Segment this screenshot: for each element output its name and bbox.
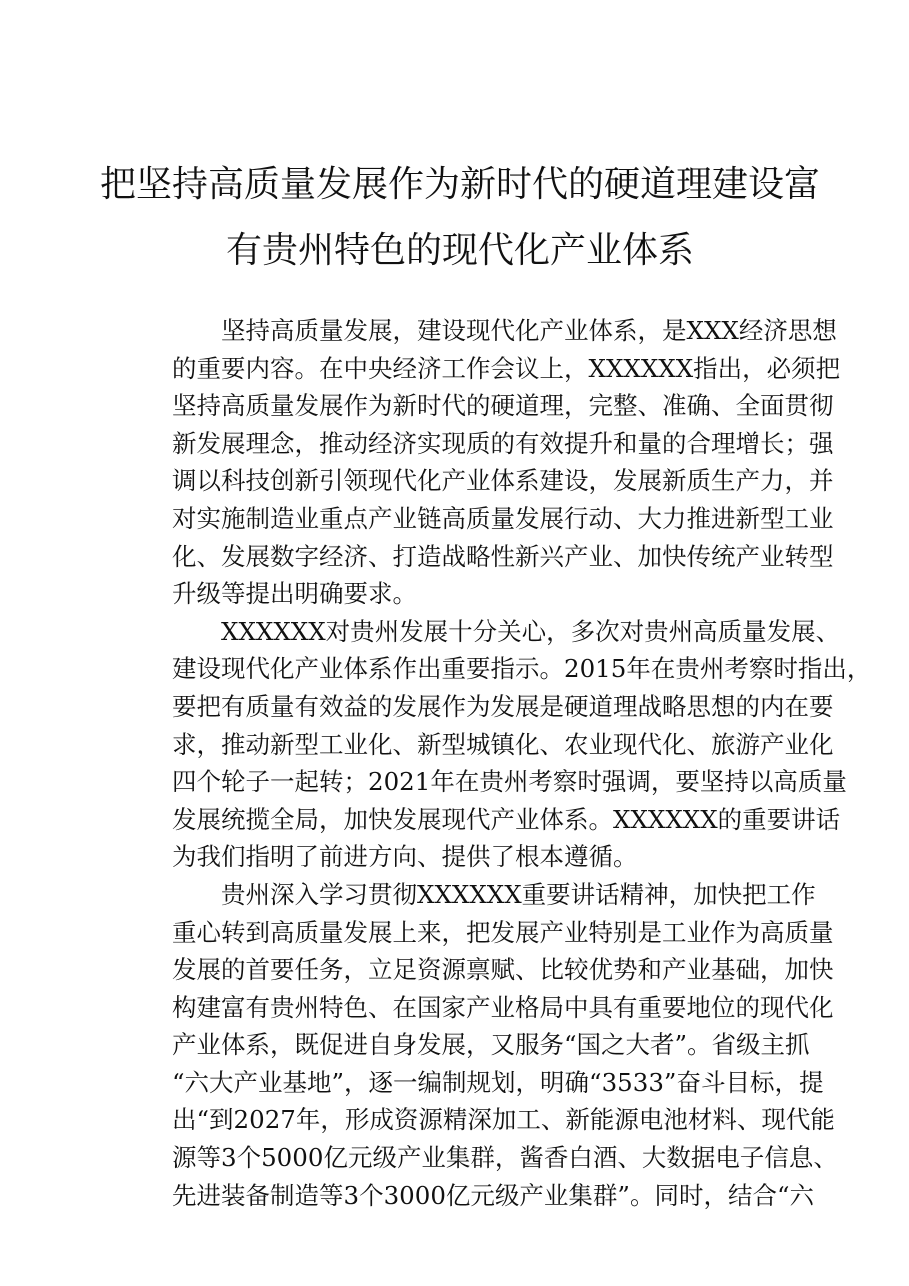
paragraph-line: 新发展理念，推动经济实现质的有效提升和量的合理增长；强 (172, 428, 834, 458)
document-body (123, 312, 872, 1214)
paragraph-line: 升级等提出明确要求。 (172, 579, 417, 609)
paragraph-line: 的重要内容。在中央经济工作会议上，XXXXXX指出，必须把 (172, 353, 841, 383)
paragraph-line: 四个轮子一起转；2021年在贵州考察时强调，要坚持以高质量 (172, 767, 847, 797)
title-line-1: 把坚持高质量发展作为新时代的硬道理建设富 (100, 164, 821, 205)
paragraph-3 (123, 876, 838, 1214)
paragraph-line: 发展的首要任务，立足资源禀赋、比较优势和产业基础，加快 (172, 955, 834, 985)
paragraph-line: 贵州深入学习贯彻XXXXXX重要讲话精神，加快把工作 (221, 879, 816, 909)
paragraph-line: 对实施制造业重点产业链高质量发展行动、大力推进新型工业 (172, 503, 834, 533)
paragraph-1 (123, 312, 841, 613)
paragraph-line: 坚持高质量发展，建设现代化产业体系，是XXX经济思想 (221, 316, 837, 345)
paragraph-line: 为我们指明了前进方向、提供了根本遵循。 (172, 842, 638, 872)
paragraph-line: 先进装备制造等3个3000亿元级产业集群”。同时，结合“六 (172, 1180, 814, 1210)
paragraph-line: 化、发展数字经济、打造战略性新兴产业、加快传统产业转型 (172, 541, 834, 571)
paragraph-line: 建设现代化产业体系作出重要指示。2015年在贵州考察时指出， (172, 654, 872, 684)
paragraph-line: 产业体系，既促进自身发展，又服务“国之大者”。省级主抓 (172, 1030, 810, 1060)
paragraph-line: 重心转到高质量发展上来，把发展产业特别是工业作为高质量 (172, 917, 834, 947)
title-line-2: 有贵州特色的现代化产业体系 (225, 230, 694, 271)
paragraph-line: 求，推动新型工业化、新型城镇化、农业现代化、旅游产业化 (172, 729, 834, 759)
paragraph-2 (123, 613, 872, 876)
paragraph-line: 坚持高质量发展作为新时代的硬道理，完整、准确、全面贯彻 (172, 391, 834, 421)
paragraph-line: 出“到2027年，形成资源精深加工、新能源电池材料、现代能 (172, 1105, 835, 1135)
paragraph-line: “六大产业基地”，逐一编制规划，明确“3533”奋斗目标，提 (172, 1067, 824, 1097)
paragraph-line: 源等3个5000亿元级产业集群，酱香白酒、大数据电子信息、 (172, 1143, 838, 1173)
paragraph-line: 调以科技创新引领现代化产业体系建设，发展新质生产力，并 (172, 466, 834, 496)
paragraph-line: 发展统揽全局，加快发展现代产业体系。XXXXXX的重要讲话 (172, 804, 841, 834)
paragraph-line: 构建富有贵州特色、在国家产业格局中具有重要地位的现代化 (172, 992, 834, 1022)
paragraph-line: 要把有质量有效益的发展作为发展是硬道理战略思想的内在要 (172, 691, 834, 721)
paragraph-line: XXXXXX对贵州发展十分关心，多次对贵州高质量发展、 (221, 616, 841, 646)
document-title (100, 152, 820, 284)
